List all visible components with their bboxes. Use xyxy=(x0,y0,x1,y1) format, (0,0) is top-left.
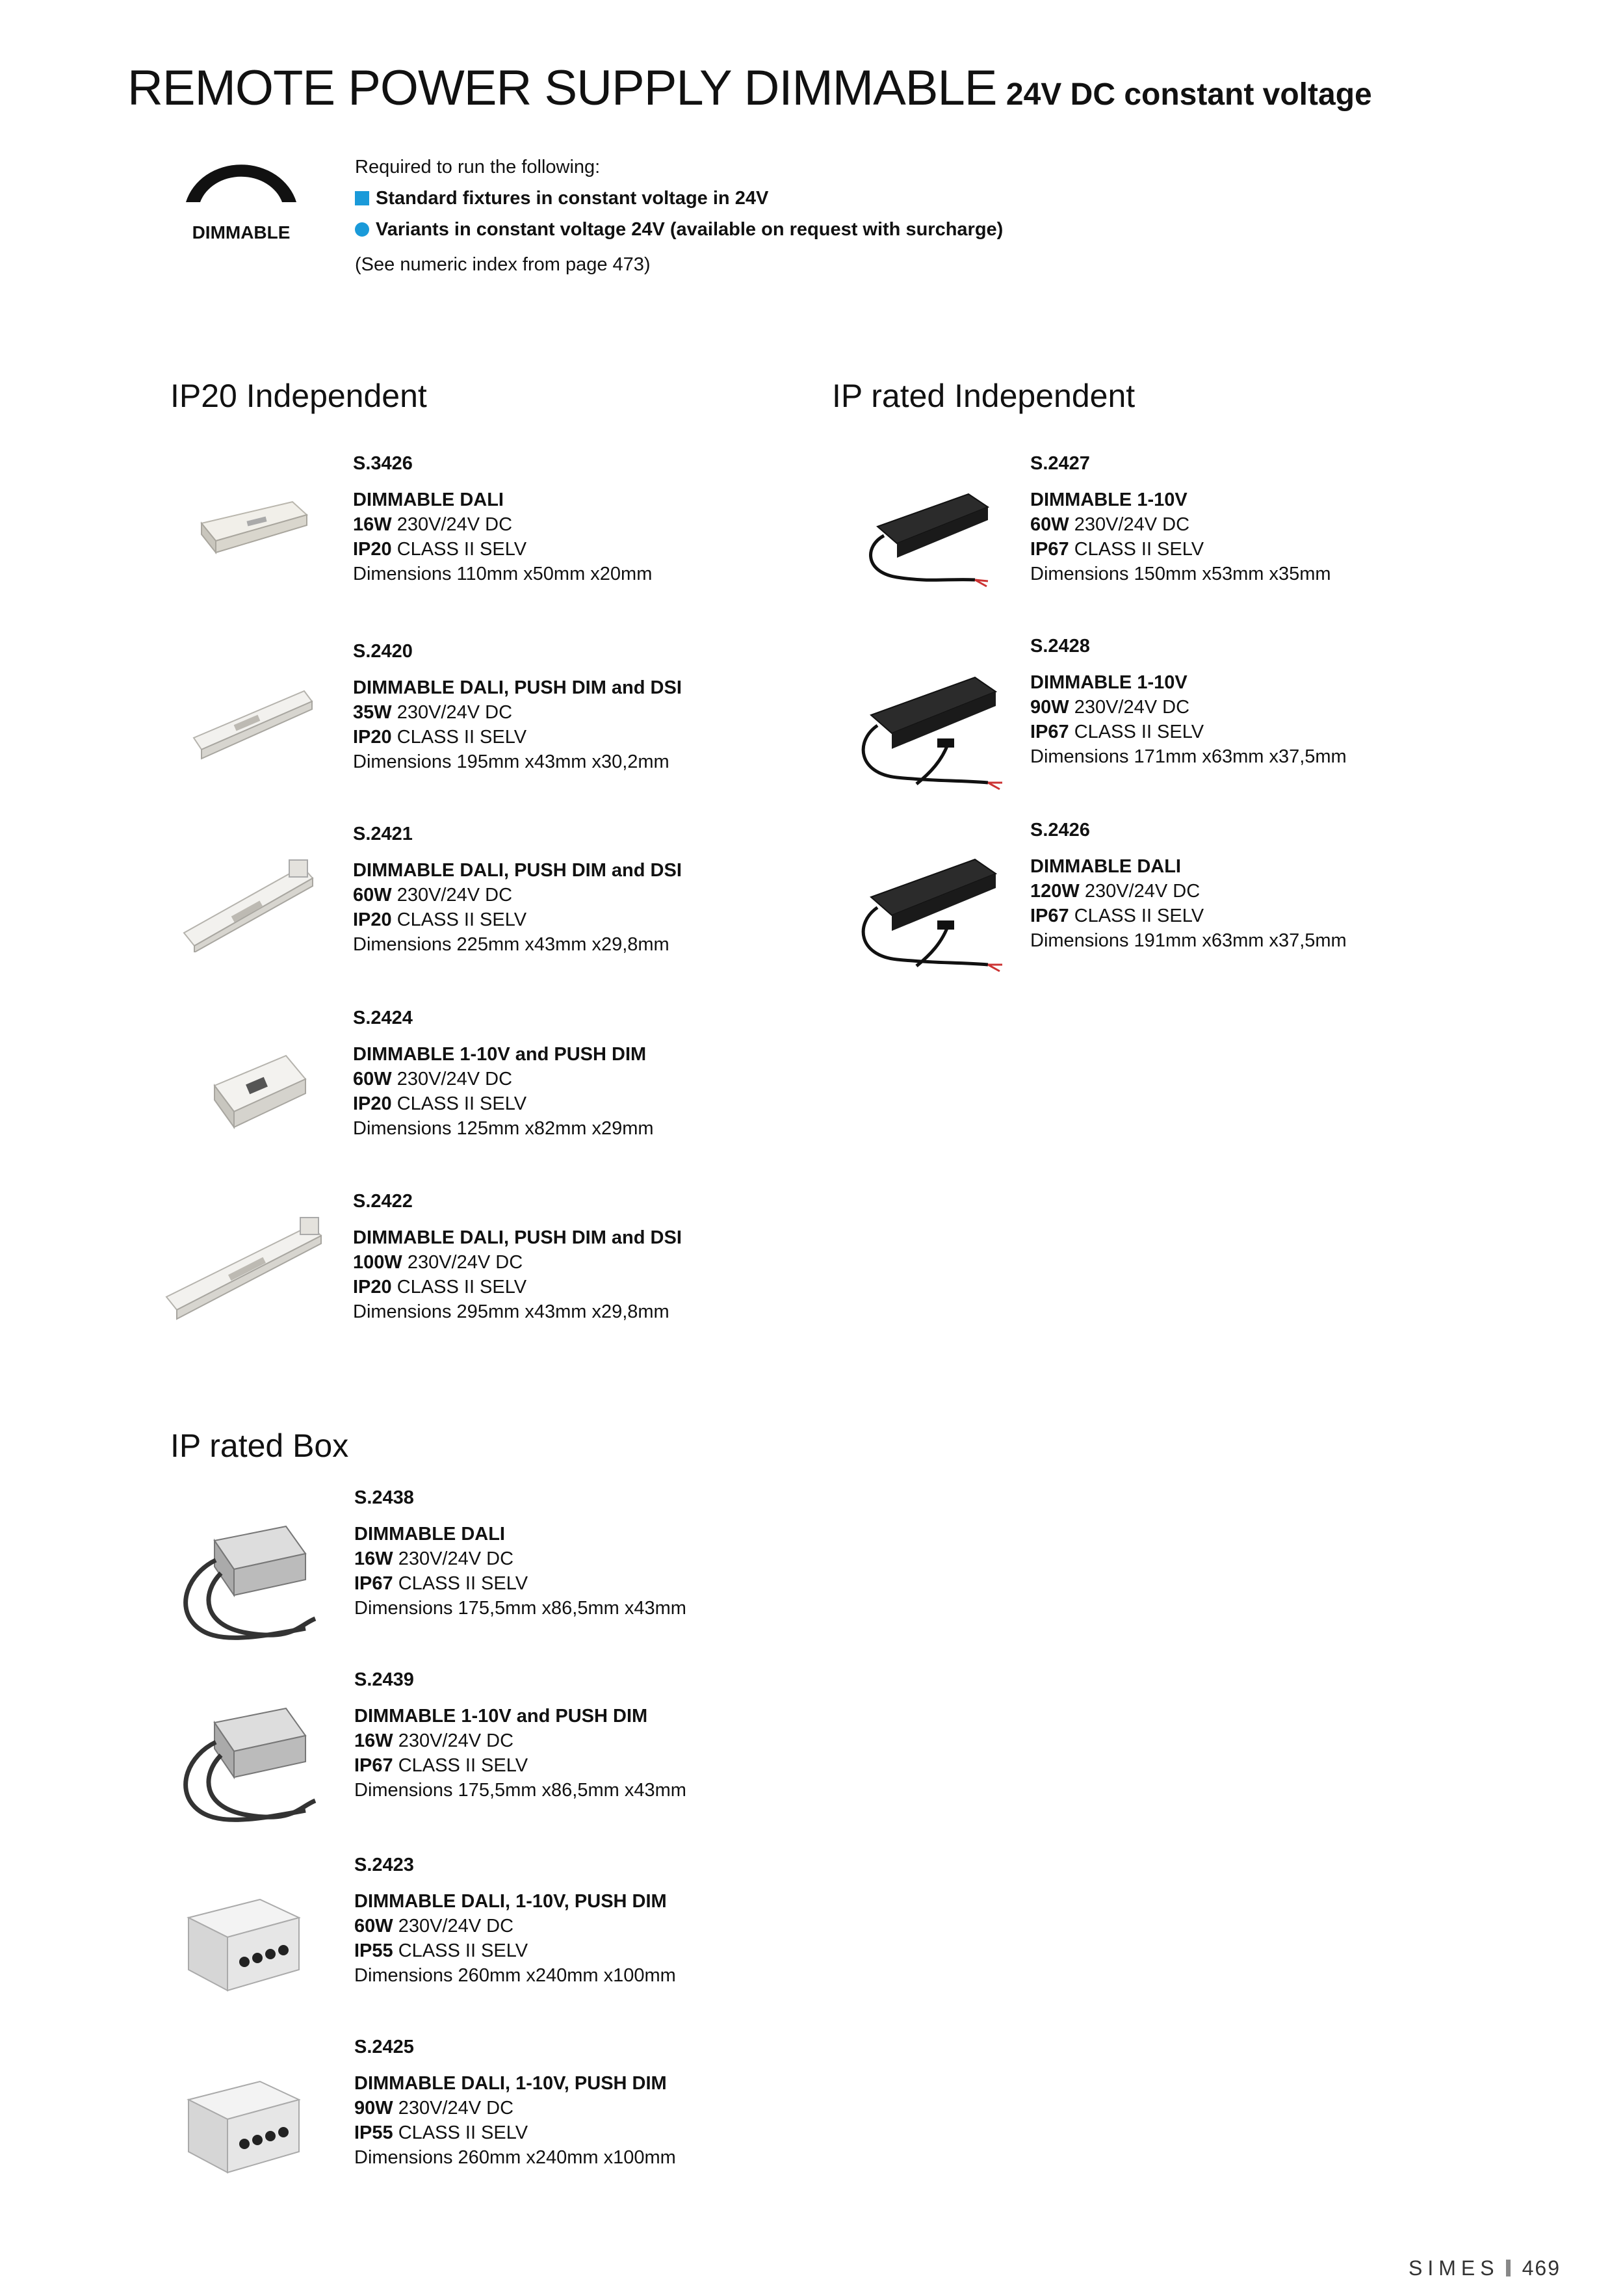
intro-block xyxy=(355,158,1003,287)
product-dimensions: Dimensions 150mm x53mm x35mm xyxy=(1030,564,1331,584)
intro-required: Required to run the following: xyxy=(355,157,601,177)
blue-square-icon xyxy=(355,191,369,205)
product-s3426 xyxy=(353,451,652,586)
product-class: IP20 CLASS II SELV xyxy=(353,909,527,930)
product-image-s2427 xyxy=(858,481,1001,592)
footer-brand: SIMES xyxy=(1409,2256,1500,2280)
product-code: S.2438 xyxy=(354,1487,414,1508)
product-dimming: DIMMABLE 1-10V xyxy=(1030,489,1188,510)
product-code: S.2420 xyxy=(353,641,413,662)
product-code: S.2439 xyxy=(354,1669,414,1690)
product-image-s2439 xyxy=(175,1697,318,1827)
page-footer xyxy=(1409,2256,1561,2280)
product-power: 60W 230V/24V DC xyxy=(354,1916,514,1937)
product-dimensions: Dimensions 295mm x43mm x29,8mm xyxy=(353,1301,669,1322)
section-title-ip-box: IP rated Box xyxy=(170,1428,349,1464)
product-power: 120W 230V/24V DC xyxy=(1030,881,1201,902)
product-s2438 xyxy=(354,1485,686,1621)
intro-variants: Variants in constant voltage 24V (available on request with surcharge) xyxy=(355,220,1003,252)
product-class: IP20 CLASS II SELV xyxy=(353,539,527,560)
product-dimensions: Dimensions 191mm x63mm x37,5mm xyxy=(1030,930,1347,951)
product-dimensions: Dimensions 175,5mm x86,5mm x43mm xyxy=(354,1780,686,1801)
product-class: IP55 CLASS II SELV xyxy=(354,1940,528,1961)
section-title-ip20: IP20 Independent xyxy=(170,378,427,414)
product-dimensions: Dimensions 110mm x50mm x20mm xyxy=(353,564,653,584)
product-code: S.2428 xyxy=(1030,636,1090,657)
product-class: IP67 CLASS II SELV xyxy=(1030,539,1204,560)
product-image-s2428 xyxy=(851,663,1007,793)
product-image-s3426 xyxy=(195,488,312,566)
product-dimensions: Dimensions 171mm x63mm x37,5mm xyxy=(1030,746,1347,767)
product-image-s2422 xyxy=(162,1206,331,1323)
product-dimming: DIMMABLE DALI, PUSH DIM and DSI xyxy=(353,677,682,698)
product-code: S.2424 xyxy=(353,1008,413,1028)
product-dimensions: Dimensions 195mm x43mm x30,2mm xyxy=(353,751,669,772)
intro-standard: Standard fixtures in constant voltage in 24V xyxy=(355,189,1003,220)
product-dimming: DIMMABLE DALI, 1-10V, PUSH DIM xyxy=(354,2073,667,2094)
product-dimensions: Dimensions 125mm x82mm x29mm xyxy=(353,1118,654,1139)
product-image-s2425 xyxy=(182,2074,305,2184)
product-dimensions: Dimensions 175,5mm x86,5mm x43mm xyxy=(354,1598,686,1619)
title-subtitle: 24V DC constant voltage xyxy=(1006,77,1372,112)
product-image-s2421 xyxy=(179,848,322,952)
blue-dot-icon xyxy=(355,222,369,237)
product-class: IP55 CLASS II SELV xyxy=(354,2122,528,2143)
product-image-s2426 xyxy=(851,845,1007,975)
product-class: IP67 CLASS II SELV xyxy=(1030,722,1204,742)
product-dimming: DIMMABLE DALI, PUSH DIM and DSI xyxy=(353,860,682,881)
product-power: 60W 230V/24V DC xyxy=(1030,514,1190,535)
product-s2428 xyxy=(1030,634,1347,769)
product-power: 60W 230V/24V DC xyxy=(353,885,513,906)
product-dimming: DIMMABLE 1-10V and PUSH DIM xyxy=(354,1706,648,1727)
product-dimensions: Dimensions 260mm x240mm x100mm xyxy=(354,1965,676,1986)
product-image-s2438 xyxy=(175,1515,318,1645)
product-dimming: DIMMABLE DALI, PUSH DIM and DSI xyxy=(353,1227,682,1248)
product-s2424 xyxy=(353,1006,654,1141)
product-power: 90W 230V/24V DC xyxy=(354,2098,514,2119)
product-code: S.2427 xyxy=(1030,453,1090,474)
product-dimming: DIMMABLE 1-10V xyxy=(1030,672,1188,693)
section-title-ip-rated: IP rated Independent xyxy=(832,378,1136,414)
product-s2421 xyxy=(353,822,682,957)
product-class: IP67 CLASS II SELV xyxy=(1030,906,1204,926)
product-code: S.2423 xyxy=(354,1855,414,1875)
product-power: 16W 230V/24V DC xyxy=(353,514,513,535)
product-class: IP67 CLASS II SELV xyxy=(354,1573,528,1594)
product-code: S.2425 xyxy=(354,2037,414,2057)
product-s2439 xyxy=(354,1667,686,1803)
product-class: IP67 CLASS II SELV xyxy=(354,1755,528,1776)
product-s2420 xyxy=(353,639,682,774)
product-code: S.3426 xyxy=(353,453,413,474)
product-s2427 xyxy=(1030,451,1331,586)
product-power: 16W 230V/24V DC xyxy=(354,1730,514,1751)
product-class: IP20 CLASS II SELV xyxy=(353,1277,527,1298)
product-power: 90W 230V/24V DC xyxy=(1030,697,1190,718)
product-dimming: DIMMABLE DALI xyxy=(354,1524,505,1545)
product-power: 100W 230V/24V DC xyxy=(353,1252,523,1273)
product-dimming: DIMMABLE DALI, 1-10V, PUSH DIM xyxy=(354,1891,667,1912)
product-s2425 xyxy=(354,2035,676,2170)
product-s2422 xyxy=(353,1189,682,1324)
product-s2426 xyxy=(1030,818,1347,953)
footer-separator xyxy=(1506,2260,1511,2276)
product-dimensions: Dimensions 225mm x43mm x29,8mm xyxy=(353,934,669,955)
product-dimming: DIMMABLE DALI xyxy=(353,489,504,510)
product-class: IP20 CLASS II SELV xyxy=(353,1093,527,1114)
product-power: 60W 230V/24V DC xyxy=(353,1069,513,1089)
product-power: 35W 230V/24V DC xyxy=(353,702,513,723)
product-power: 16W 230V/24V DC xyxy=(354,1548,514,1569)
title-main: REMOTE POWER SUPPLY DIMMABLE xyxy=(127,60,997,116)
product-code: S.2421 xyxy=(353,824,413,844)
product-code: S.2422 xyxy=(353,1191,413,1212)
page-number: 469 xyxy=(1522,2256,1561,2280)
product-dimensions: Dimensions 260mm x240mm x100mm xyxy=(354,2147,676,2168)
product-image-s2424 xyxy=(208,1047,312,1138)
product-code: S.2426 xyxy=(1030,820,1090,841)
dimmable-logo-text: DIMMABLE xyxy=(192,222,291,242)
product-image-s2420 xyxy=(188,673,318,764)
product-s2423 xyxy=(354,1853,676,1988)
product-dimming: DIMMABLE DALI xyxy=(1030,856,1181,877)
dimmable-arc-icon xyxy=(179,164,303,246)
intro-see-index: (See numeric index from page 473) xyxy=(355,254,651,275)
product-class: IP20 CLASS II SELV xyxy=(353,727,527,748)
page-title xyxy=(127,60,1372,116)
dimmable-logo xyxy=(179,164,303,246)
product-image-s2423 xyxy=(182,1892,305,2002)
product-dimming: DIMMABLE 1-10V and PUSH DIM xyxy=(353,1044,647,1065)
